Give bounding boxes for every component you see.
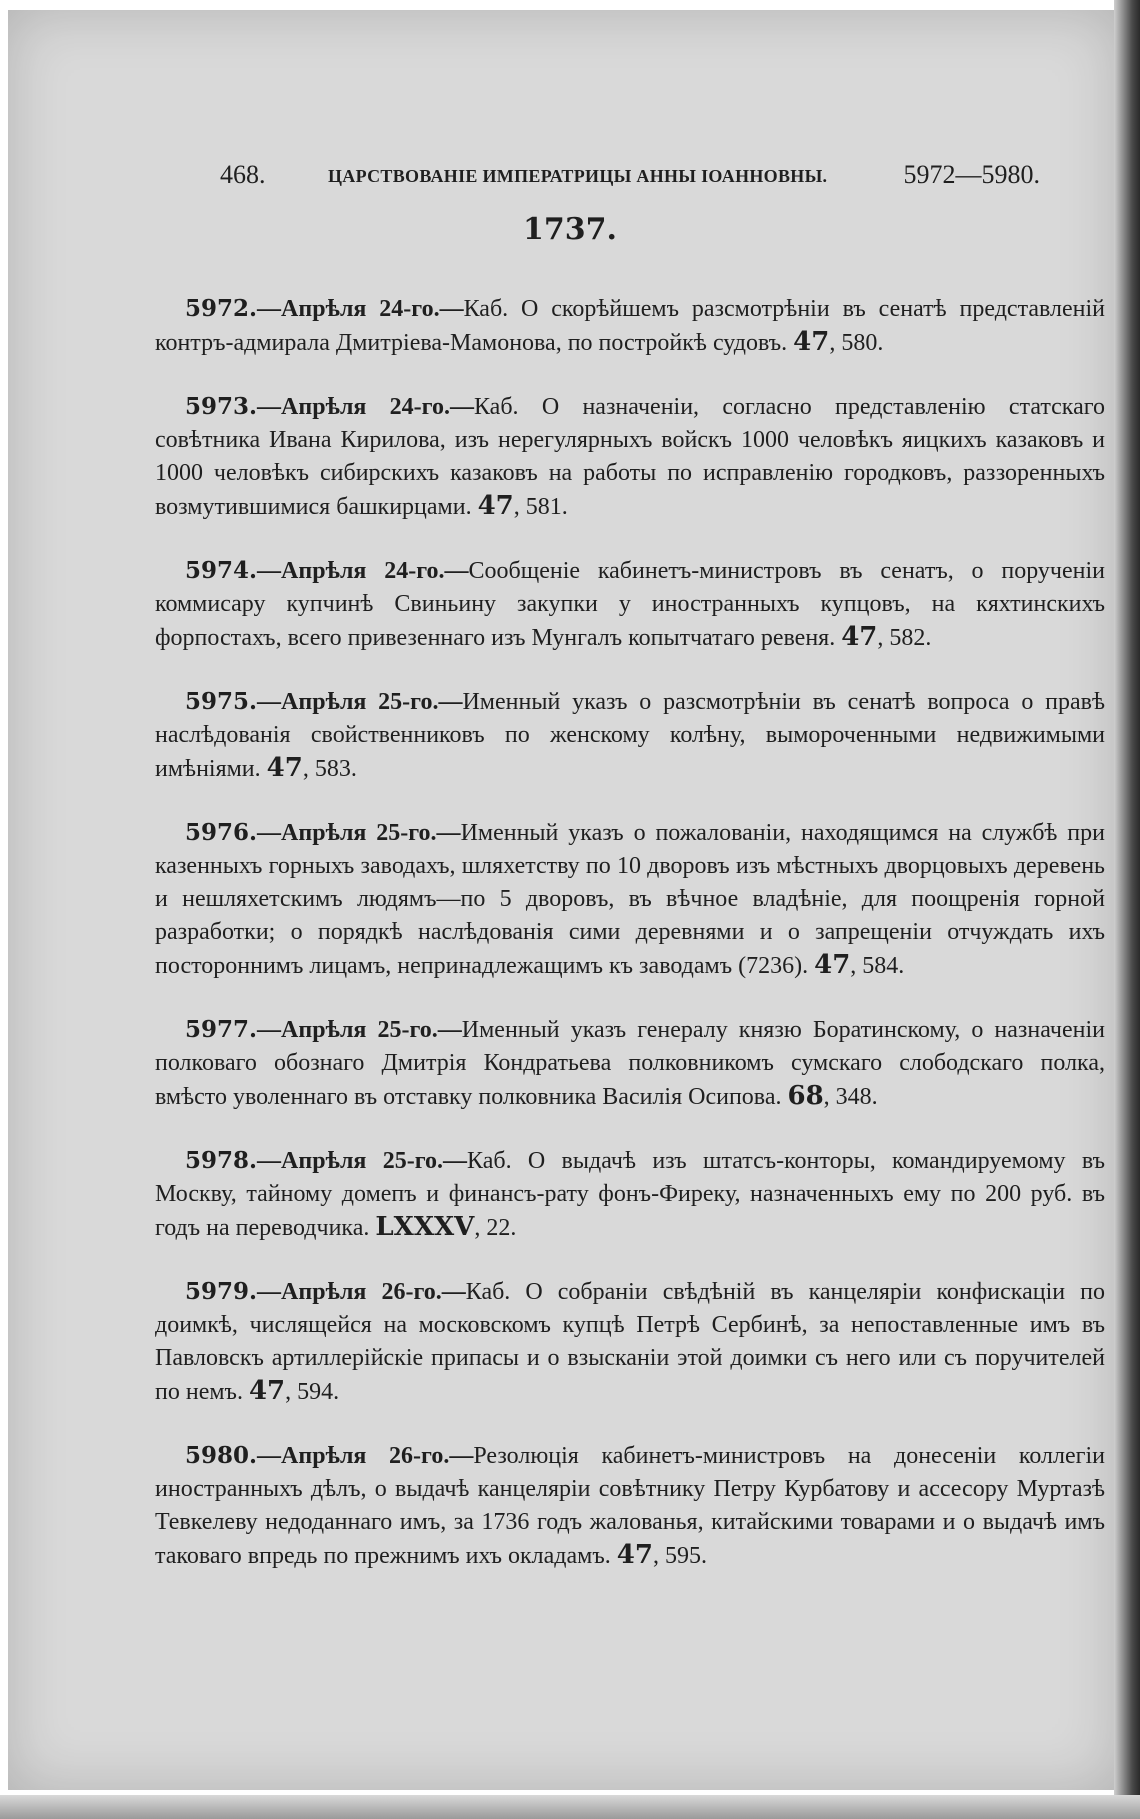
entry-text: Именный указъ о пожалованіи, находящимся на службѣ при казенныхъ горныхъ заводахъ, шляхетству по 10 дворовъ изъ мѣстныхъ дворцовыхъ деревень и нешляхетскимъ людямъ—по 5 дворовъ, въ вѣчное владѣніе, для поощренія горной разработки; о порядкѣ наслѣдованія сими деревнями и о запрещеніи отчуждать ихъ постороннимъ лицамъ, непринадлежащимъ къ заводамъ (7236). (155, 820, 1105, 979)
entry-date: —Апрѣля 24-го.— (257, 394, 474, 420)
entry-date: —Апрѣля 24-го.— (257, 558, 469, 584)
year-heading: 1737. (523, 212, 617, 247)
entry-date: —Апрѣля 26-го.— (257, 1443, 474, 1469)
entry-date: —Апрѣля 25-го.— (257, 1017, 462, 1043)
entry (155, 390, 1105, 524)
entry (155, 292, 1105, 360)
entry (155, 1275, 1105, 1409)
page-ref: , 22. (474, 1215, 517, 1241)
entry-number: 5973. (185, 393, 258, 420)
page-ref: , 580. (829, 330, 884, 356)
entry (155, 816, 1105, 983)
page-ref: , 584. (850, 953, 905, 979)
entry-text: Именный указъ о разсмотрѣніи въ сенатѣ вопроса о правѣ наслѣдованія свойственниковъ по женскому колѣну, вымороченными недвижимыми имѣніями. (155, 689, 1105, 782)
volume-ref: LXXXV (375, 1212, 475, 1242)
entry-number: 5975. (185, 688, 258, 715)
page-ref: , 582. (877, 625, 932, 651)
page-edge-shadow (1114, 0, 1140, 1819)
entry-number: 5978. (185, 1147, 258, 1174)
entry (155, 554, 1105, 655)
entry-text: Сообщеніе кабинетъ-министровъ въ сенатъ, о порученіи коммисару купчинѣ Свиньину закупки у иностранныхъ купцовъ, на кяхтинскихъ форпостахъ, всего привезеннаго изъ Мунгалъ копытчатаго ревеня. (155, 558, 1105, 651)
entry-number: 5976. (185, 819, 258, 846)
entry-text: Именный указъ генералу князю Боратинскому, о назначеніи полковаго обознаго Дмитрія Кондратьева полковникомъ сумскаго слободскаго полка, вмѣсто уволеннаго въ отставку полковника Василія Осипова. (155, 1017, 1106, 1110)
volume-ref: 47 (814, 950, 851, 980)
page-ref: , 583. (302, 756, 357, 782)
volume-ref: 47 (616, 1540, 653, 1570)
running-header (220, 160, 1040, 194)
entry (155, 1013, 1105, 1114)
entry-date: —Апрѣля 25-го.— (257, 820, 461, 846)
entry-text: Каб. О выдачѣ изъ штатсъ-конторы, командируемому въ Москву, тайному домепъ и финансъ-рату фонъ-Фиреку, назначенныхъ ему по 200 руб. въ годъ на переводчика. (155, 1148, 1105, 1241)
entry-date: —Апрѣля 24-го.— (257, 296, 464, 322)
page-bottom-edge (0, 1795, 1140, 1819)
entry-number: 5977. (185, 1016, 258, 1043)
entry-number: 5972. (185, 295, 258, 322)
entry (155, 1144, 1105, 1245)
entry-text: Каб. О назначеніи, согласно представленію статскаго совѣтника Ивана Кирилова, изъ нерегулярныхъ войскъ 1000 человѣкъ яицкихъ казаковъ и 1000 человѣкъ сибирскихъ казаковъ на работы по исправленію городковъ, раззоренныхъ возмутившимися башкирцами. (155, 394, 1105, 520)
entry-date: —Апрѣля 25-го.— (257, 689, 463, 715)
entries-list (155, 268, 1105, 1603)
running-title: ЦАРСТВОВАНІЕ ИМПЕРАТРИЦЫ АННЫ ІОАННОВНЫ. (328, 166, 828, 186)
entry-text: Каб. О скорѣйшемъ разсмотрѣніи въ сенатѣ представленій контръ-адмирала Дмитріева-Мамонова, по постройкѣ судовъ. (155, 296, 1106, 356)
page-ref: , 581. (513, 494, 568, 520)
page-ref: , 594. (285, 1379, 340, 1405)
entry-number: 5980. (185, 1442, 258, 1469)
entry-range: 5972—5980. (903, 160, 1040, 189)
entry (155, 685, 1105, 786)
entry-number: 5979. (185, 1278, 258, 1305)
entry-date: —Апрѣля 25-го.— (257, 1148, 468, 1174)
page-number: 468. (220, 160, 266, 189)
page-ref: , 348. (823, 1084, 878, 1110)
volume-ref: 47 (248, 1376, 286, 1406)
entry-text: Каб. О собраніи свѣдѣній въ канцеляріи конфискаціи по доимкѣ, числящейся на московскомъ купцѣ Петрѣ Сербинѣ, за непоставленные имъ въ Павловскъ артиллерійскіе припасы и о взысканіи этой доимки съ него или съ поручителей по немъ. (155, 1279, 1105, 1405)
volume-ref: 68 (787, 1081, 824, 1111)
entry (155, 1439, 1105, 1573)
page-ref: , 595. (652, 1543, 707, 1569)
entry-date: —Апрѣля 26-го.— (257, 1279, 466, 1305)
volume-ref: 47 (793, 327, 830, 357)
entry-text: Резолюція кабинетъ-министровъ на донесеніи коллегіи иностранныхъ дѣлъ, о выдачѣ канцеляріи совѣтнику Петру Курбатову и ассесору Муртазѣ Тевкелеву недоданнаго имъ, за 1736 годъ жалованья, китайскими товарами и о выдачѣ имъ таковаго впредь по прежнимъ ихъ окладамъ. (155, 1443, 1106, 1569)
volume-ref: 47 (266, 753, 303, 783)
volume-ref: 47 (841, 622, 878, 652)
entry-number: 5974. (185, 557, 258, 584)
volume-ref: 47 (477, 491, 514, 521)
